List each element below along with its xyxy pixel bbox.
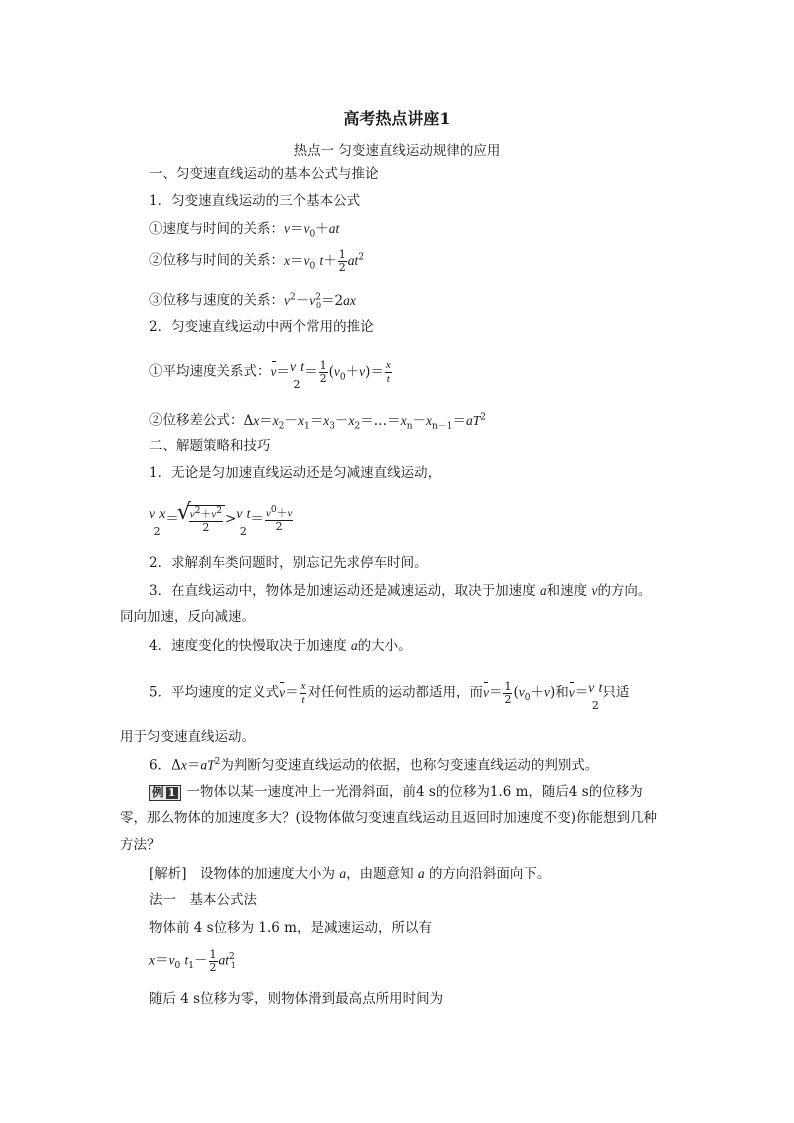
strategy-5-a: 5．平均速度的定义式	[149, 684, 280, 701]
section2-heading: 二、解题策略和技巧	[149, 438, 271, 454]
f4-label: ①平均速度关系式：	[149, 363, 271, 380]
example-q2: 零，那么物体的加速度多大？(设物体做匀变速直线运动且返回时加速度不变)你能想到几种	[120, 810, 658, 826]
f3-label: ③位移与速度的关系：	[149, 292, 284, 309]
analysis-a: [解析] 设物体的加速度大小为	[149, 866, 336, 882]
strategy-3-cont: 同向加速，反向减速。	[120, 609, 255, 625]
strategy-3-a: 3．在直线运动中，物体是加速运动还是减速运动，取决于加速度	[149, 583, 536, 599]
strategy-3-c: 的方向。	[597, 583, 652, 599]
analysis-b: ，由题意知	[346, 866, 414, 882]
strategy-3-b: 和速度	[546, 583, 588, 599]
strategy-5-b: 对任何性质的运动都适用，而	[307, 684, 483, 701]
strategy-6: 6．$\Delta x=aT^2$为判断匀变速直线运动的依据，也称匀变速直线运动的判别式。	[149, 757, 599, 774]
strategy-4-b: 的大小。	[357, 638, 412, 654]
f5-math: $\Delta x=x_2-x_1=x_3-x_2=\dots=x_n-x_{n-1}=aT^2$	[243, 412, 487, 432]
strategy-6-b: 为判断匀变速直线运动的依据，也称匀变速直线运动的判别式。	[220, 757, 599, 774]
page-subtitle: 热点一 匀变速直线运动规律的应用	[293, 143, 501, 159]
item1: 1．匀变速直线运动的三个基本公式	[149, 193, 361, 209]
solution-line-2: 随后 4 s位移为零，则物体滑到最高点所用时间为	[149, 991, 444, 1007]
strategy-4-a: 4．速度变化的快慢取决于加速度	[149, 638, 347, 654]
strategy-6-a: 6．	[149, 757, 172, 774]
analysis-c: 的方向沿斜面向下。	[428, 866, 551, 882]
strategy-5-d: 只适	[602, 684, 630, 701]
page-title: 高考热点讲座1	[343, 109, 451, 128]
f2-label: ②位移与时间的关系：	[149, 252, 284, 269]
strategy-2: 2．求解刹车类问题时，别忘记先求停车时间。	[149, 555, 428, 571]
strategy-4: 4．速度变化的快慢取决于加速度 a的大小。	[149, 638, 412, 654]
strategy-5-cont: 用于匀变速直线运动。	[120, 729, 255, 745]
example-badge-label: 例	[152, 785, 164, 799]
f1-label: ①速度与时间的关系：	[149, 221, 284, 237]
formula-displacement-velocity	[149, 293, 356, 310]
f5-label: ②位移差公式：	[149, 412, 244, 429]
strategy-1-formula: v x 2 ＝ √ $\frac{v^2+v^2}{2}$ > v t 2 ＝ $\frac{v^0+v}{2}$	[149, 505, 294, 537]
example-analysis: [解析] 设物体的加速度大小为 a，由题意知 a 的方向沿斜面向下。	[149, 866, 551, 882]
formula-displacement-time	[149, 249, 364, 273]
formula-velocity-time	[149, 222, 339, 240]
solution-line-1: 物体前 4 s位移为 1.6 m，是减速运动，所以有	[149, 920, 432, 936]
strategy-5-c: 和	[555, 684, 569, 701]
example-q1: 一物体以某一速度冲上一光滑斜面，前4 s的位移为1.6 m，随后4 s的位移为	[186, 784, 643, 800]
formula-displacement-difference	[149, 413, 486, 431]
formula-average-velocity	[149, 359, 393, 390]
method-1-heading: 法一 基本公式法	[149, 892, 257, 908]
f1-math: $v=v_0+at$	[284, 221, 340, 240]
example-q3: 方法？	[120, 837, 161, 853]
f3-math: $v^2-v^2_0=2ax$	[284, 292, 356, 311]
item2: 2．匀变速直线运动中两个常用的推论	[149, 319, 374, 335]
example-question	[149, 785, 643, 801]
strategy-5: 5．平均速度的定义式v＝ $\frac{x}{t}$ 对任何性质的运动都适用，而v＝ $\frac{1}{2}$ $(v_0+v)$和v＝ v t 2 只适	[149, 680, 630, 712]
solution-formula: $x=v_0$ $t_1-$ $\frac{1}{2}$ $at^2_1$	[149, 948, 236, 974]
example-badge-number: 1	[167, 785, 176, 799]
f2-math: $x=v_0$ t＋ $\frac{1}{2}$ $at^2$	[284, 248, 365, 274]
section1-heading: 一、匀变速直线运动的基本公式与推论	[149, 166, 379, 182]
example-badge	[149, 785, 181, 801]
f4-math: v＝ v t 2 ＝ $\frac{1}{2}$ $(v_0+v)=$ $\frac{x}{t}$	[270, 359, 391, 391]
strategy-1: 1．无论是匀加速直线运动还是匀减速直线运动，	[149, 465, 442, 481]
strategy-3: 3．在直线运动中，物体是加速运动还是减速运动，取决于加速度 a和速度 v的方向。	[149, 583, 652, 599]
